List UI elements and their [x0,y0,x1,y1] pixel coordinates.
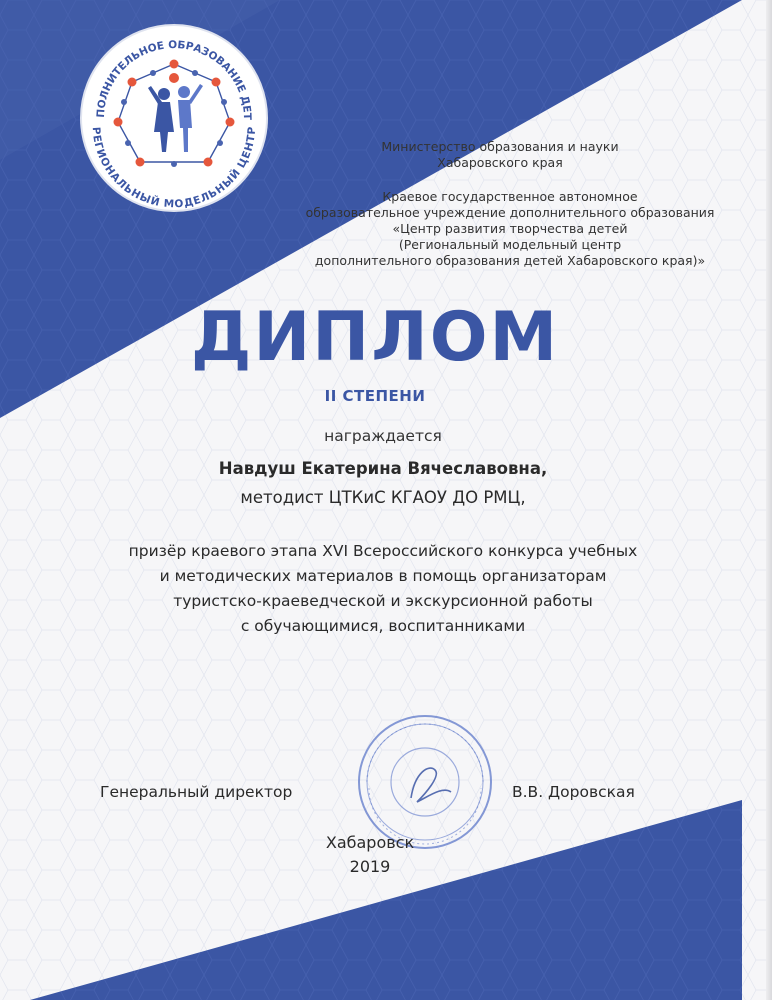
diploma-degree: II СТЕПЕНИ [324,387,426,405]
recipient-name: Навдуш Екатерина Вячеславовна, [218,459,548,478]
description-line-1: призёр краевого этапа XVI Всероссийского конкурса учебных [128,542,638,560]
description-line-4: с обучающимися, воспитанниками [240,617,526,635]
logo-circle [81,25,267,211]
diploma-title: ДИПЛОМ [190,298,560,377]
signature-scribble [411,768,451,802]
signatory-name: В.В. Доровская [512,783,635,801]
page-edge [766,0,772,1000]
awarded-label: награждается [324,427,442,445]
stamp-icon [355,712,495,852]
official-stamp [355,712,495,852]
org-line-2: образовательное учреждение дополнительного образования [305,205,715,220]
signatory-title: Генеральный директор [100,783,293,801]
ministry-region: Хабаровского края [437,155,563,170]
city: Хабаровск [325,833,415,852]
logo-arc-bottom: РЕГИОНАЛЬНЫЙ МОДЕЛЬНЫЙ ЦЕНТР [89,126,259,211]
logo-arc-top: ПОЛНИТЕЛЬНОЕ ОБРАЗОВАНИЕ ДЕТ [94,38,254,121]
org-line-3: «Центр развития творчества детей [392,221,628,236]
logo [78,22,270,214]
description-line-2: и методических материалов в помощь организаторам [159,567,607,585]
ministry-name: Министерство образования и науки [381,139,619,154]
description-line-3: туристско-краеведческой и экскурсионной работы [173,592,593,610]
logo-emblem [78,22,270,214]
year: 2019 [349,857,391,876]
org-line-5: дополнительного образования детей Хабаровского края)» [314,253,706,268]
org-line-1: Краевое государственное автономное [382,189,638,204]
org-line-4: (Региональный модельный центр [398,237,622,252]
recipient-position: методист ЦТКиС КГАОУ ДО РМЦ, [240,488,526,507]
